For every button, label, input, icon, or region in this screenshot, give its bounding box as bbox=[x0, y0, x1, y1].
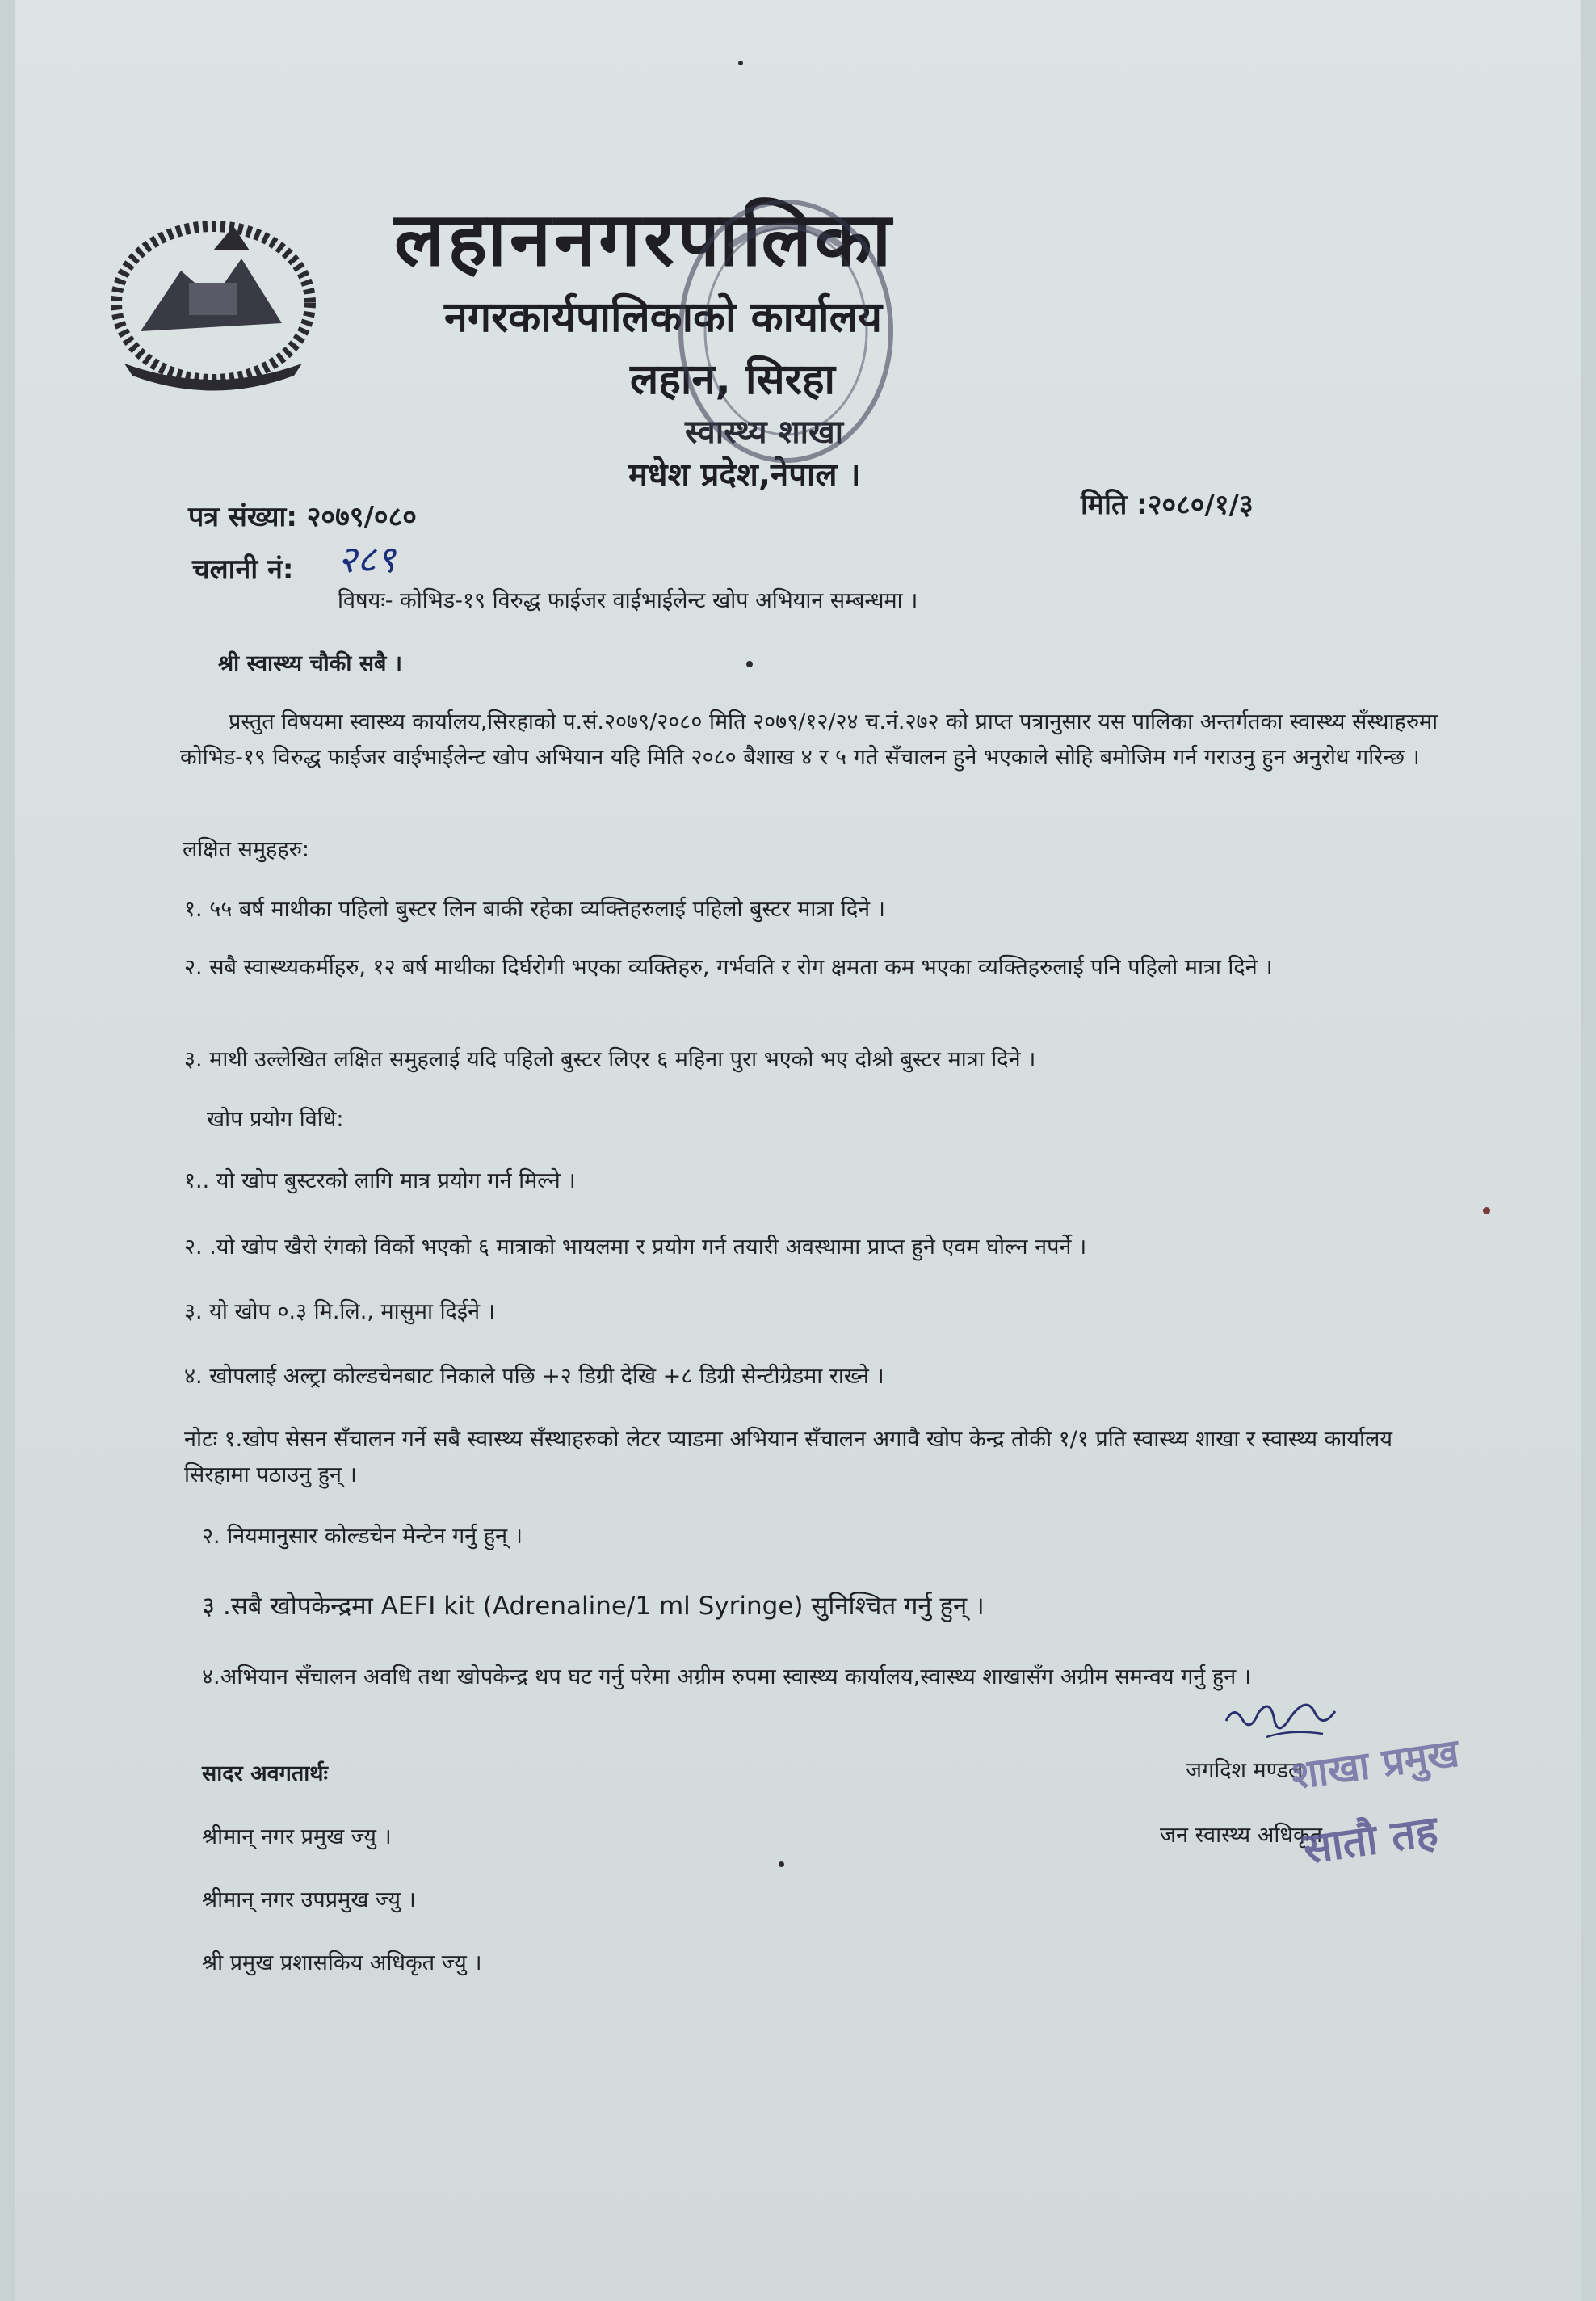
body-paragraph: प्रस्तुत विषयमा स्वास्थ्य कार्यालय,सिरहाको प.सं.२०७९/२०८० मिति २०७९/१२/२४ च.नं.२७२ को प्राप्त पत्रानुसार यस पालिका अन्तर्गतका स्वास्थ्य सँस्थाहरुमा कोभिड-१९ विरुद्ध फाईजर वाईभाईलेन्ट खोप अभियान यहि मिति २०८० बैशाख ४ र ५ गते सँचालन हुने भएकाले सोहि बमोजिम गर्न गराउनु हुन अनुरोध गरिन्छ । bbox=[180, 709, 1438, 770]
ink-speck bbox=[738, 61, 743, 65]
ink-speck bbox=[779, 1861, 784, 1867]
signatory-title: जन स्वास्थ्य अधिकृत bbox=[1160, 1823, 1323, 1848]
target-item: १. ५५ बर्ष माथीका पहिलो बुस्टर लिन बाकी रहेका व्यक्तिहरुलाई पहिलो बुस्टर मात्रा दिने । bbox=[184, 897, 885, 922]
method-item: २. .यो खोप खैरो रंगको विर्को भएको ६ मात्राको भायलमा र प्रयोग गर्न तयारी अवस्थामा प्राप्त हुने एवम घोल्न नपर्ने । bbox=[184, 1235, 1087, 1260]
signatory-name: जगदिश मण्डल bbox=[1186, 1758, 1304, 1783]
section-name: स्वास्थ्य शाखा bbox=[685, 414, 844, 451]
province-name: मधेश प्रदेश,नेपाल । bbox=[628, 456, 861, 494]
cc-recipient: श्री प्रमुख प्रशासकिय अधिकृत ज्यु । bbox=[202, 1950, 482, 1975]
letter-number: पत्र संख्या: २०७९/०८० bbox=[188, 501, 417, 533]
target-item: २. सबै स्वास्थ्यकर्मीहरु, १२ बर्ष माथीका दिर्घरोगी भएका व्यक्तिहरु, गर्भवति र रोग क्षमता कम भएका व्यक्तिहरुलाई पनि पहिलो मात्रा दिने । bbox=[184, 955, 1273, 980]
office-location: लहान, सिरहा bbox=[630, 355, 836, 404]
method-item: ३. यो खोप ०.३ मि.लि., मासुमा दिईने । bbox=[184, 1299, 495, 1324]
cc-recipient: श्रीमान् नगर प्रमुख ज्यु । bbox=[202, 1824, 392, 1849]
ink-speck bbox=[1483, 1207, 1490, 1214]
note-item: ४.अभियान सँचालन अवधि तथा खोपकेन्द्र थप घट गर्नु परेमा अग्रीम रुपमा स्वास्थ्य कार्यालय,स्वास्थ्य शाखासँग अग्रीम समन्वय गर्नु हुन । bbox=[202, 1664, 1252, 1689]
ink-speck bbox=[746, 661, 753, 667]
office-name: नगरकार्यपालिकाको कार्यालय bbox=[444, 293, 883, 342]
addressee: श्री स्वास्थ्य चौकी सबै । bbox=[218, 651, 403, 676]
note-item: नोटः १.खोप सेसन सँचालन गर्ने सबै स्वास्थ्य सँस्थाहरुको लेटर प्याडमा अभियान सँचालन अगावै खोप केन्द्र तोकी १/१ प्रति स्वास्थ्य शाखा र स्वास्थ्य कार्यालय सिरहामा पठाउनु हुन् । bbox=[184, 1427, 1393, 1487]
rubber-stamp-line2: सातौ तह bbox=[1300, 1807, 1441, 1874]
note-item: २. नियमानुसार कोल्डचेन मेन्टेन गर्नु हुन् । bbox=[202, 1524, 523, 1549]
method-item: १.. यो खोप बुस्टरको लागि मात्र प्रयोग गर्न मिल्ने । bbox=[184, 1168, 576, 1193]
note-item: ३ .सबै खोपकेन्द्रमा AEFI kit (Adrenaline/1 ml Syringe) सुनिश्चित गर्नु हुन् । bbox=[202, 1592, 985, 1621]
rubber-stamp-line1: शाखा प्रमुख bbox=[1288, 1730, 1462, 1799]
method-item: ४. खोपलाई अल्ट्रा कोल्डचेनबाट निकाले पछि +२ डिग्री देखि +८ डिग्री सेन्टीग्रेडमा राख्ने । bbox=[184, 1364, 884, 1389]
letter-paper bbox=[15, 0, 1581, 2301]
dispatch-label: चलानी नं: bbox=[192, 553, 294, 586]
dispatch-number-handwritten: २८९ bbox=[338, 537, 396, 581]
municipality-name: लहाननगरपालिका bbox=[394, 196, 895, 283]
method-heading: खोप प्रयोग विधि: bbox=[207, 1107, 344, 1132]
cc-heading: सादर अवगतार्थः bbox=[202, 1761, 328, 1786]
targets-heading: लक्षित समुहहरु: bbox=[183, 837, 309, 862]
round-office-stamp bbox=[657, 182, 915, 481]
letter-date: मिति :२०८०/१/३ bbox=[1081, 489, 1254, 521]
government-emblem bbox=[92, 194, 334, 396]
subject-line: विषयः- कोभिड-१९ विरुद्ध फाईजर वाईभाईलेन्ट खोप अभियान सम्बन्धमा । bbox=[338, 588, 918, 613]
target-item: ३. माथी उल्लेखित लक्षित समुहलाई यदि पहिलो बुस्टर लिएर ६ महिना पुरा भएको भए दोश्रो बुस्टर मात्रा दिने । bbox=[184, 1047, 1036, 1072]
cc-recipient: श्रीमान् नगर उपप्रमुख ज्यु । bbox=[202, 1887, 416, 1912]
